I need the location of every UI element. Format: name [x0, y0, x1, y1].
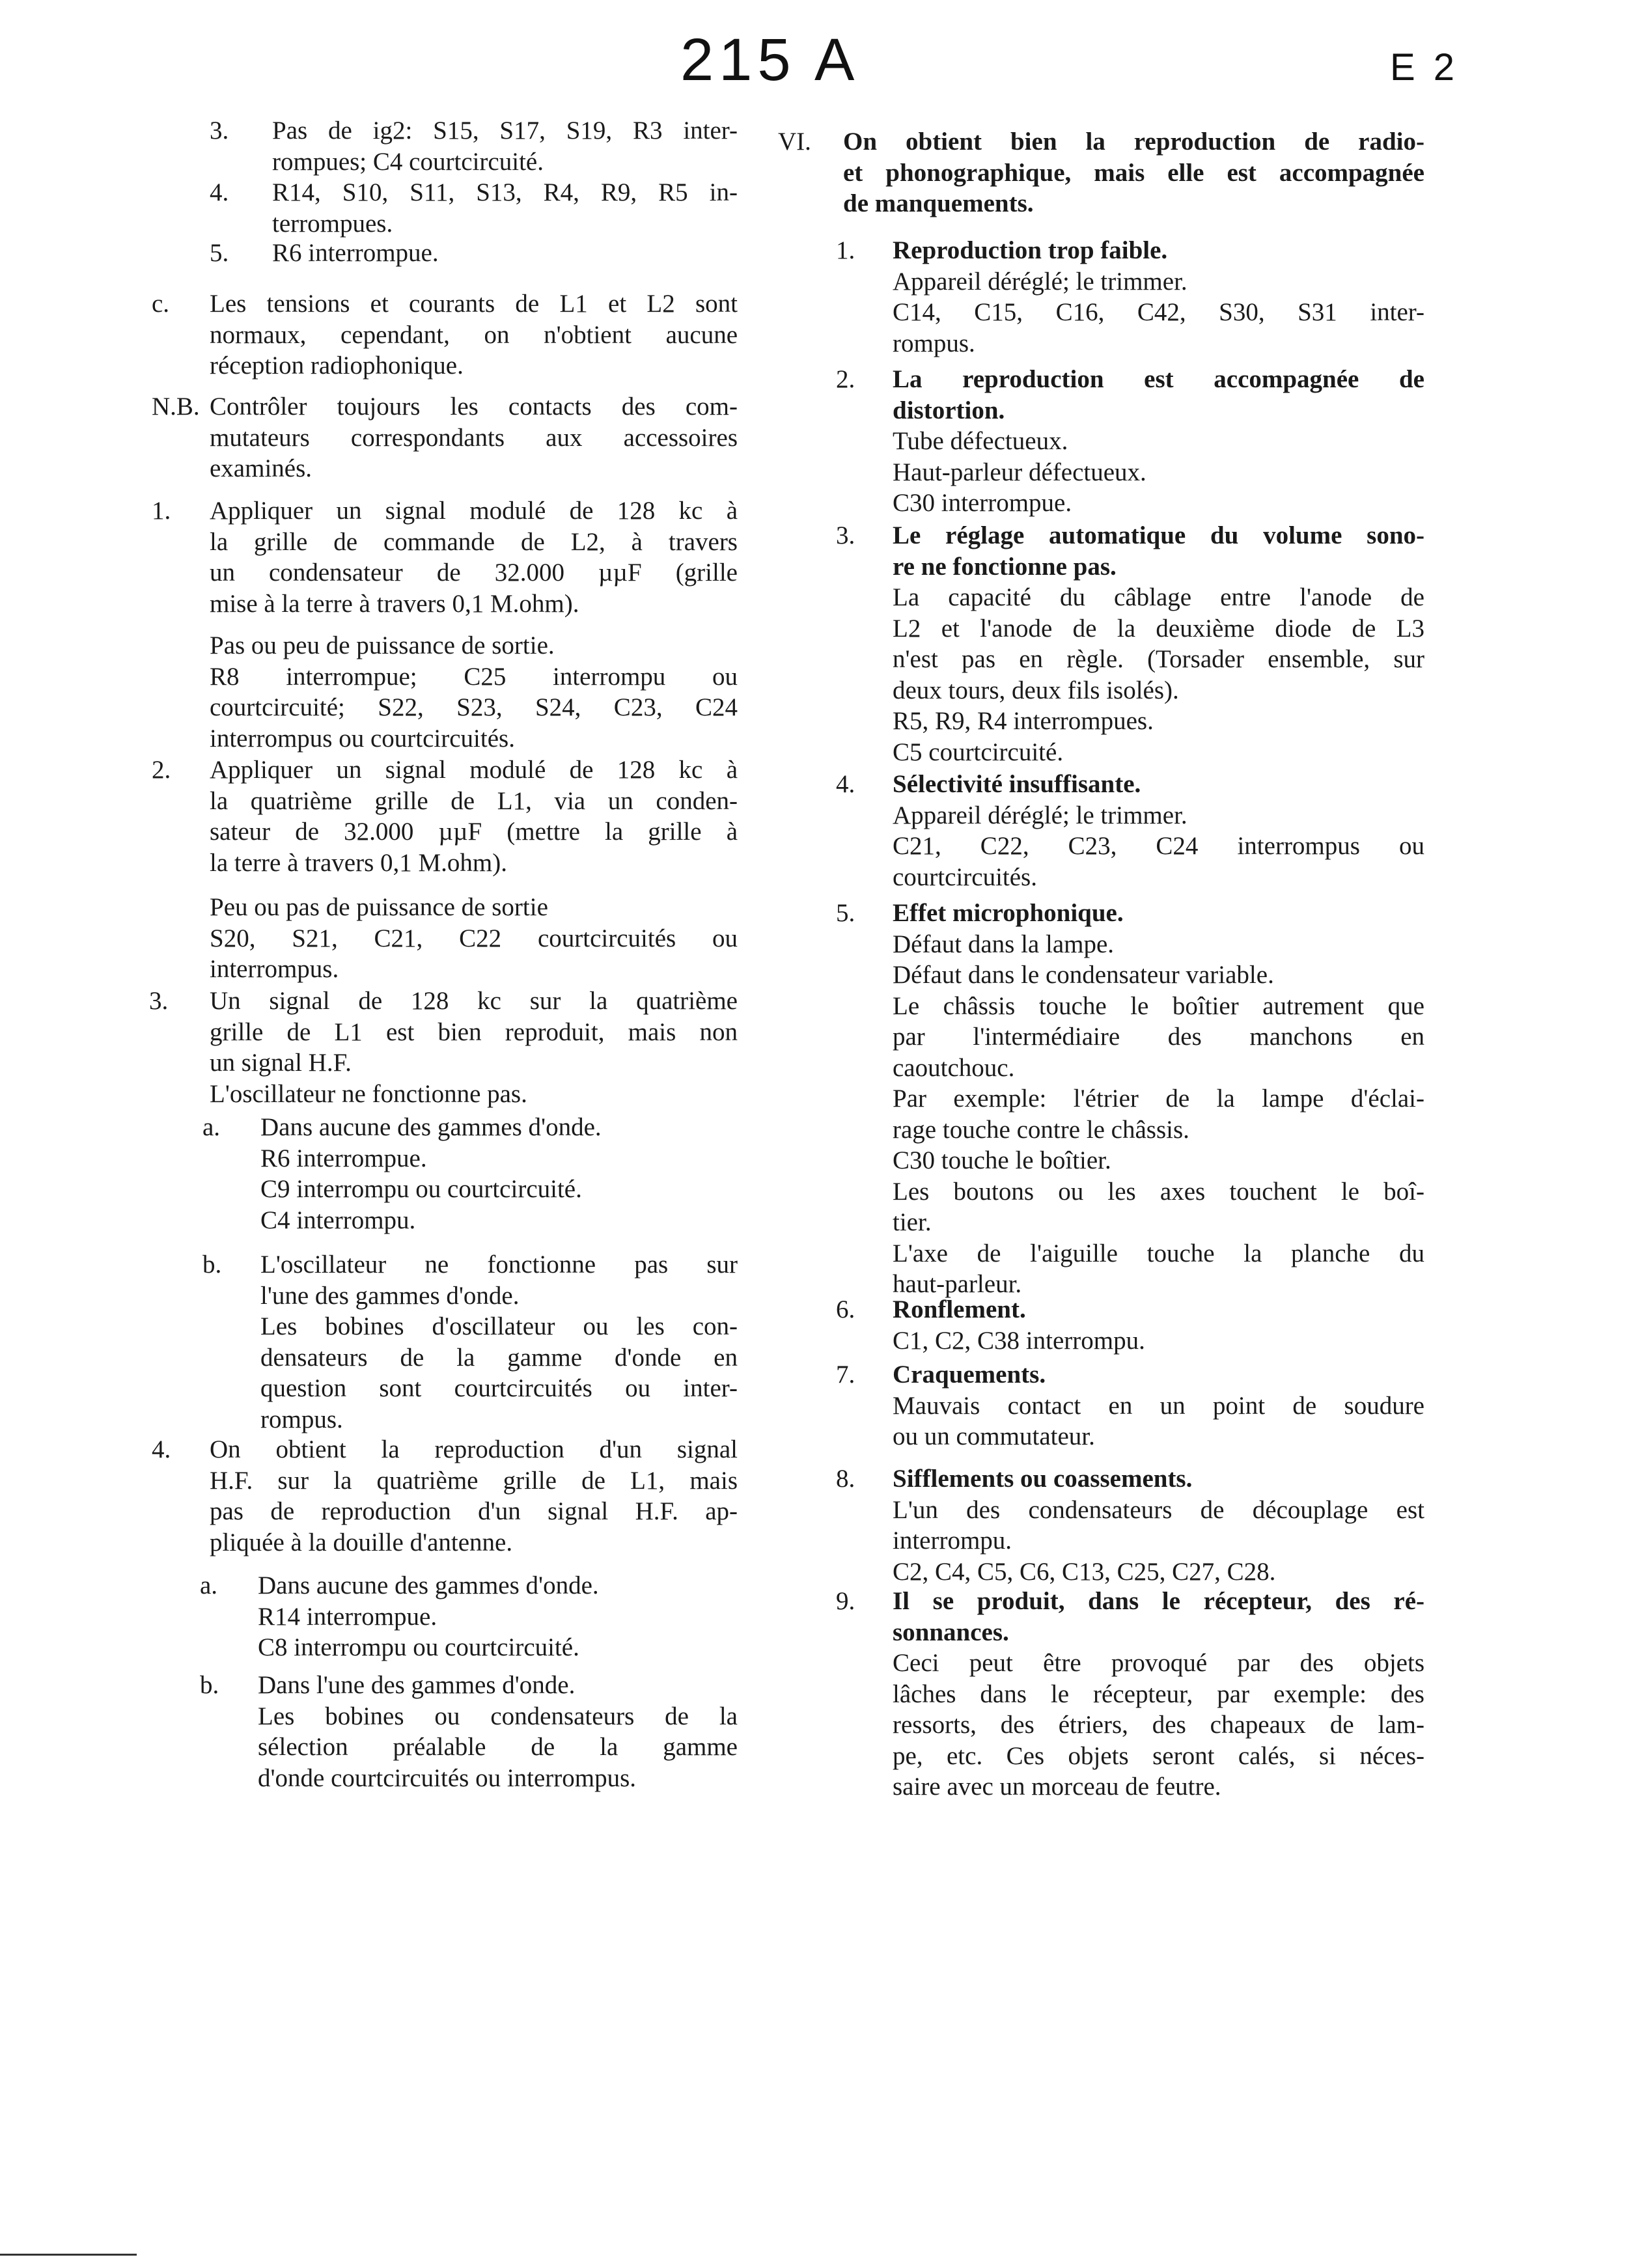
text-line: R6 interrompue. [260, 1144, 427, 1172]
item-heading [893, 520, 1424, 582]
text-line: Peu ou pas de puissance de sortie [210, 893, 548, 921]
item-paragraph [258, 1632, 738, 1663]
item-number: a. [200, 1571, 218, 1599]
item-number: 6. [836, 1295, 855, 1323]
text-line: rage touche contre le châssis. [893, 1115, 1189, 1144]
text-line: mutateurs correspondants aux accessoires [210, 423, 738, 452]
text-line: Ronflement. [893, 1295, 1026, 1323]
item-paragraph [272, 115, 738, 177]
text-line: Défaut dans le condensateur variable. [893, 961, 1274, 989]
text-line: C4 interrompu. [260, 1206, 416, 1234]
text-line: L'un des condensateurs de découplage est [893, 1495, 1424, 1524]
item-number: 7. [836, 1361, 855, 1389]
item-paragraph [272, 238, 738, 269]
sheet-number: E 2 [1390, 46, 1459, 89]
text-line: Appareil déréglé; le trimmer. [893, 267, 1188, 296]
text-line: La capacité du câblage entre l'anode de [893, 583, 1424, 611]
item-number: 5. [210, 239, 229, 267]
text-line: Défaut dans la lampe. [893, 930, 1115, 958]
item-paragraph [258, 1570, 738, 1601]
item-number: 1. [836, 236, 855, 264]
item-number: 3. [836, 521, 855, 549]
text-line: ou un commutateur. [893, 1422, 1095, 1450]
item-paragraph [210, 630, 738, 661]
item-number: 4. [210, 178, 229, 206]
text-line: Reproduction trop faible. [893, 236, 1168, 264]
text-line: L'oscillateur ne fonctionne pas. [210, 1079, 527, 1108]
item-heading [843, 126, 1424, 219]
text-line: Appliquer un signal modulé de 128 kc à [210, 756, 738, 784]
text-line: Les bobines ou condensateurs de la [258, 1702, 738, 1730]
item-paragraph [210, 391, 738, 484]
text-line: courtcircuité; S22, S23, S24, C23, C24 [210, 693, 738, 721]
text-line: tier. [893, 1208, 932, 1236]
text-line: Ceci peut être provoqué par des objets [893, 1649, 1424, 1677]
text-line: haut-parleur. [893, 1270, 1022, 1298]
text-line: C14, C15, C16, C42, S30, S31 inter- [893, 298, 1424, 326]
text-line: de manquements. [843, 189, 1034, 217]
text-line: saire avec un morceau de feutre. [893, 1773, 1221, 1801]
item-paragraph [258, 1670, 738, 1701]
item-heading [893, 1294, 1424, 1325]
text-line: l'une des gammes d'onde. [260, 1281, 520, 1310]
text-line: Les bobines d'oscillateur ou les con- [260, 1312, 738, 1340]
item-number: 5. [836, 899, 855, 927]
text-line: Haut-parleur défectueux. [893, 458, 1146, 486]
text-line: pliquée à la douille d'antenne. [210, 1528, 513, 1556]
text-line: un signal H.F. [210, 1049, 352, 1077]
text-line: lâches dans le récepteur, par exemple: des [893, 1680, 1424, 1708]
item-paragraph [258, 1601, 738, 1633]
text-line: n'est pas en règle. (Torsader ensemble, sur [893, 645, 1424, 673]
text-line: caoutchouc. [893, 1053, 1015, 1082]
item-number: 1. [152, 497, 171, 525]
item-paragraph [893, 457, 1424, 488]
item-heading [893, 898, 1424, 929]
text-line: pas de reproduction d'un signal H.F. ap- [210, 1497, 738, 1525]
item-paragraph [893, 1176, 1424, 1238]
item-heading [893, 1586, 1424, 1648]
text-line: distortion. [893, 396, 1005, 424]
text-line: courtcircuités. [893, 863, 1037, 891]
text-line: question sont courtcircuités ou inter- [260, 1374, 738, 1402]
text-line: R14, S10, S11, S13, R4, R9, R5 in- [272, 178, 738, 206]
text-line: Mauvais contact en un point de soudure [893, 1391, 1424, 1420]
text-line: On obtient la reproduction d'un signal [210, 1435, 738, 1463]
item-number: 4. [836, 770, 855, 798]
item-paragraph [210, 986, 738, 1079]
item-number: b. [202, 1251, 222, 1279]
text-line: Un signal de 128 kc sur la quatrième [210, 987, 738, 1015]
item-paragraph [893, 706, 1424, 737]
item-paragraph [272, 177, 738, 239]
item-paragraph [210, 1079, 738, 1110]
item-paragraph [260, 1112, 738, 1143]
item-paragraph [210, 661, 738, 754]
text-line: deux tours, deux fils isolés). [893, 676, 1179, 704]
item-number: 4. [152, 1435, 171, 1463]
text-line: Le réglage automatique du volume sono- [893, 521, 1424, 549]
text-line: C8 interrompu ou courtcircuité. [258, 1633, 579, 1661]
text-line: On obtient bien la reproduction de radio- [843, 128, 1424, 156]
text-line: mise à la terre à travers 0,1 M.ohm). [210, 589, 579, 618]
item-heading [893, 1463, 1424, 1495]
item-paragraph [210, 754, 738, 878]
item-number: 2. [152, 756, 171, 784]
text-line: un condensateur de 32.000 µµF (grille [210, 559, 738, 587]
text-line: Pas de ig2: S15, S17, S19, R3 inter- [272, 117, 738, 145]
text-line: la terre à travers 0,1 M.ohm). [210, 848, 507, 877]
item-number: 3. [149, 987, 169, 1015]
item-heading [893, 1359, 1424, 1390]
item-paragraph [260, 1174, 738, 1205]
text-line: rompus. [893, 329, 975, 357]
text-line: d'onde courtcircuités ou interrompus. [258, 1763, 637, 1792]
item-paragraph [893, 582, 1424, 706]
text-line: Sifflements ou coassements. [893, 1465, 1193, 1493]
text-line: la grille de commande de L2, à travers [210, 527, 738, 556]
text-line: rompus. [260, 1405, 343, 1433]
text-line: réception radiophonique. [210, 352, 464, 380]
text-line: Craquements. [893, 1361, 1046, 1389]
text-line: Par exemple: l'étrier de la lampe d'éclai- [893, 1085, 1424, 1113]
text-line: sélection préalable de la gamme [258, 1733, 738, 1761]
item-paragraph [210, 495, 738, 619]
text-line: examinés. [210, 454, 312, 482]
item-paragraph [893, 929, 1424, 960]
text-line: Pas ou peu de puissance de sortie. [210, 631, 555, 659]
text-line: Dans aucune des gammes d'onde. [258, 1571, 599, 1599]
text-line: C5 courtcircuité. [893, 738, 1064, 766]
text-line: Tube défectueux. [893, 427, 1068, 455]
text-line: H.F. sur la quatrième grille de L1, mais [210, 1466, 738, 1495]
page-title: 215 A [680, 27, 860, 93]
item-heading [893, 769, 1424, 800]
text-line: C30 touche le boîtier. [893, 1146, 1111, 1174]
text-line: L'axe de l'aiguille touche la planche du [893, 1239, 1424, 1267]
item-paragraph [893, 297, 1424, 359]
item-paragraph [893, 1145, 1424, 1176]
text-line: Appareil déréglé; le trimmer. [893, 801, 1188, 829]
item-number: 3. [210, 117, 229, 145]
item-number: 8. [836, 1465, 855, 1493]
text-line: R8 interrompue; C25 interrompu ou [210, 662, 738, 691]
item-heading [893, 364, 1424, 426]
item-paragraph [893, 1238, 1424, 1300]
text-line: C9 interrompu ou courtcircuité. [260, 1175, 582, 1203]
item-paragraph [260, 1249, 738, 1311]
text-line: rompues; C4 courtcircuité. [272, 147, 544, 176]
item-number: VI. [778, 128, 811, 156]
item-paragraph [258, 1701, 738, 1794]
item-number: b. [200, 1671, 219, 1699]
item-paragraph [210, 1434, 738, 1558]
text-line: densateurs de la gamme d'onde en [260, 1343, 738, 1372]
text-line: Les tensions et courants de L1 et L2 sont [210, 290, 738, 318]
item-paragraph [893, 1390, 1424, 1452]
text-line: sonnances. [893, 1618, 1009, 1646]
text-line: interrompus ou courtcircuités. [210, 724, 515, 753]
item-number: c. [152, 290, 170, 318]
item-number: a. [202, 1113, 221, 1141]
item-paragraph [893, 991, 1424, 1084]
item-paragraph [260, 1143, 738, 1174]
item-paragraph [210, 288, 738, 381]
text-line: sateur de 32.000 µµF (mettre la grille à [210, 818, 738, 846]
text-line: normaux, cependant, on n'obtient aucune [210, 320, 738, 349]
item-paragraph [893, 960, 1424, 991]
item-paragraph [893, 831, 1424, 892]
text-line: Il se produit, dans le récepteur, des ré- [893, 1587, 1424, 1615]
text-line: Contrôler toujours les contacts des com- [210, 393, 738, 421]
text-line: interrompus. [210, 955, 339, 983]
item-paragraph [893, 1648, 1424, 1803]
text-line: R5, R9, R4 interrompues. [893, 707, 1154, 735]
text-line: Les boutons ou les axes touchent le boî- [893, 1177, 1424, 1206]
item-number: N.B. [152, 393, 200, 421]
text-line: C2, C4, C5, C6, C13, C25, C27, C28. [893, 1557, 1276, 1586]
text-line: interrompu. [893, 1527, 1012, 1555]
item-paragraph [893, 1556, 1424, 1588]
text-line: ressorts, des étriers, des chapeaux de lam- [893, 1711, 1424, 1739]
text-line: grille de L1 est bien reproduit, mais non [210, 1017, 738, 1046]
margin-rule [0, 2254, 137, 2256]
item-number: 2. [836, 365, 855, 393]
text-line: S20, S21, C21, C22 courtcircuités ou [210, 924, 738, 952]
item-paragraph [260, 1205, 738, 1236]
item-paragraph [893, 1495, 1424, 1556]
text-line: C30 interrompue. [893, 489, 1072, 517]
text-line: et phonographique, mais elle est accompagnée [843, 158, 1424, 187]
item-paragraph [893, 1083, 1424, 1145]
item-paragraph [210, 892, 738, 923]
text-line: R6 interrompue. [272, 239, 439, 267]
item-number: 9. [836, 1587, 855, 1615]
item-paragraph [210, 923, 738, 985]
text-line: L'oscillateur ne fonctionne pas sur [260, 1251, 738, 1279]
text-line: terrompues. [272, 209, 393, 238]
text-line: pe, etc. Ces objets seront calés, si néces- [893, 1741, 1424, 1770]
item-paragraph [893, 800, 1424, 831]
item-paragraph [893, 266, 1424, 297]
item-paragraph [893, 1325, 1424, 1357]
item-paragraph [893, 488, 1424, 519]
text-line: R14 interrompue. [258, 1602, 438, 1631]
item-paragraph [893, 426, 1424, 457]
item-paragraph [260, 1311, 738, 1435]
text-line: Dans l'une des gammes d'onde. [258, 1671, 576, 1699]
item-paragraph [893, 737, 1424, 768]
text-line: re ne fonctionne pas. [893, 552, 1117, 581]
text-line: C1, C2, C38 interrompu. [893, 1326, 1145, 1355]
text-line: Effet microphonique. [893, 899, 1124, 927]
text-line: L2 et l'anode de la deuxième diode de L3 [893, 614, 1424, 643]
text-line: Le châssis touche le boîtier autrement que [893, 991, 1424, 1020]
text-line: Sélectivité insuffisante. [893, 770, 1141, 798]
text-line: C21, C22, C23, C24 interrompus ou [893, 832, 1424, 860]
text-line: La reproduction est accompagnée de [893, 365, 1424, 393]
text-line: Appliquer un signal modulé de 128 kc à [210, 497, 738, 525]
text-line: la quatrième grille de L1, via un conden- [210, 786, 738, 815]
item-heading [893, 235, 1424, 266]
text-line: par l'intermédiaire des manchons en [893, 1023, 1424, 1051]
text-line: Dans aucune des gammes d'onde. [260, 1113, 602, 1141]
